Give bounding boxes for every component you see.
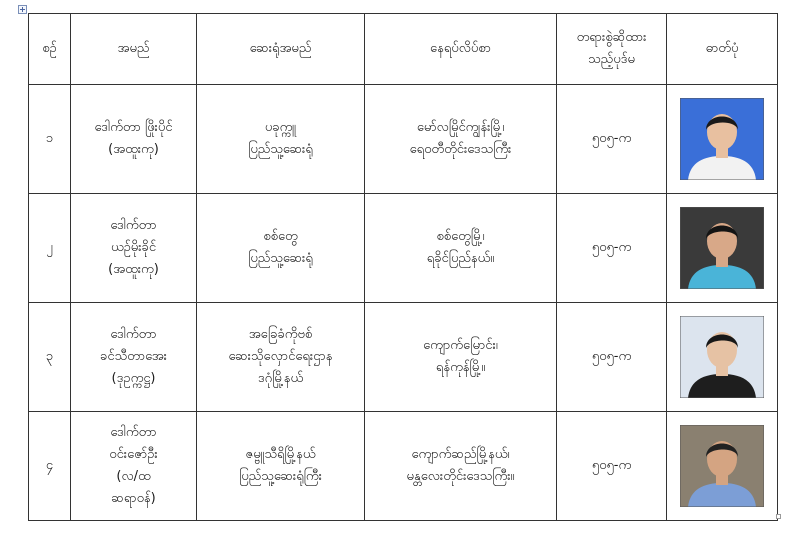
table-resize-handle[interactable] bbox=[776, 514, 781, 519]
cell-section: ၅၀၅-က bbox=[557, 412, 667, 521]
cell-section: ၅၀၅-က bbox=[557, 85, 667, 194]
cell-address: မော်လမြိုင်ကျွန်းမြို့၊ ရေဝတီတိုင်းဒေသကြီး bbox=[365, 85, 557, 194]
cell-hospital: အခြေခံကိုဗစ် ဆေးသိုလှောင်ရေးဌာန ဒဂုံမြို့နယ် bbox=[197, 303, 365, 412]
portrait-photo bbox=[680, 316, 764, 398]
table-move-handle[interactable] bbox=[18, 5, 27, 14]
cell-name: ဒေါက်တာ ဝင်းဇော်ဦး (လ/ထ ဆရာဝန်) bbox=[71, 412, 197, 521]
header-photo: ဓာတ်ပုံ bbox=[667, 14, 778, 85]
cell-photo bbox=[667, 412, 778, 521]
cell-section: ၅၀၅-က bbox=[557, 303, 667, 412]
cell-section: ၅၀၅-က bbox=[557, 194, 667, 303]
cell-no: ၃ bbox=[29, 303, 71, 412]
header-row bbox=[29, 14, 778, 85]
cell-hospital: ဇမ္ဗူသီရိမြို့နယ် ပြည်သူ့ဆေးရုံကြီး bbox=[197, 412, 365, 521]
cell-name: ဒေါက်တာ ယဉ်မိုးခိုင် (အထူးကု) bbox=[71, 194, 197, 303]
cell-photo bbox=[667, 85, 778, 194]
header-no: စဉ် bbox=[29, 14, 71, 85]
cell-hospital: စစ်တွေ ပြည်သူ့ဆေးရုံ bbox=[197, 194, 365, 303]
cell-address: ကျောက်မြောင်း၊ ရန်ကုန်မြို့။ bbox=[365, 303, 557, 412]
cell-address: ကျောက်ဆည်မြို့နယ်၊ မန္တလေးတိုင်းဒေသကြီး။ bbox=[365, 412, 557, 521]
cell-name: ဒေါက်တာ ဖြိုးပိုင် (အထူးကု) bbox=[71, 85, 197, 194]
header-name: အမည် bbox=[71, 14, 197, 85]
table-row bbox=[29, 85, 778, 194]
portrait-photo bbox=[680, 425, 764, 507]
cell-no: ၁ bbox=[29, 85, 71, 194]
cell-hospital: ပခုက္ကူ ပြည်သူ့ဆေးရုံ bbox=[197, 85, 365, 194]
table-row bbox=[29, 303, 778, 412]
portrait-photo bbox=[680, 98, 764, 180]
doctors-table bbox=[28, 13, 778, 521]
table-row bbox=[29, 412, 778, 521]
header-section: တရားစွဲဆိုထား သည့်ပုဒ်မ bbox=[557, 14, 667, 85]
cell-no: ၄ bbox=[29, 412, 71, 521]
table-row bbox=[29, 194, 778, 303]
cell-name: ဒေါက်တာ ခင်သီတာအေး (ဒုဥက္ကဋ္ဌ) bbox=[71, 303, 197, 412]
cell-photo bbox=[667, 303, 778, 412]
cell-photo bbox=[667, 194, 778, 303]
portrait-photo bbox=[680, 207, 764, 289]
header-address: နေရပ်လိပ်စာ bbox=[365, 14, 557, 85]
cell-no: ၂ bbox=[29, 194, 71, 303]
cell-address: စစ်တွေမြို့၊ ရခိုင်ပြည်နယ်။ bbox=[365, 194, 557, 303]
header-hospital: ဆေးရုံအမည် bbox=[197, 14, 365, 85]
